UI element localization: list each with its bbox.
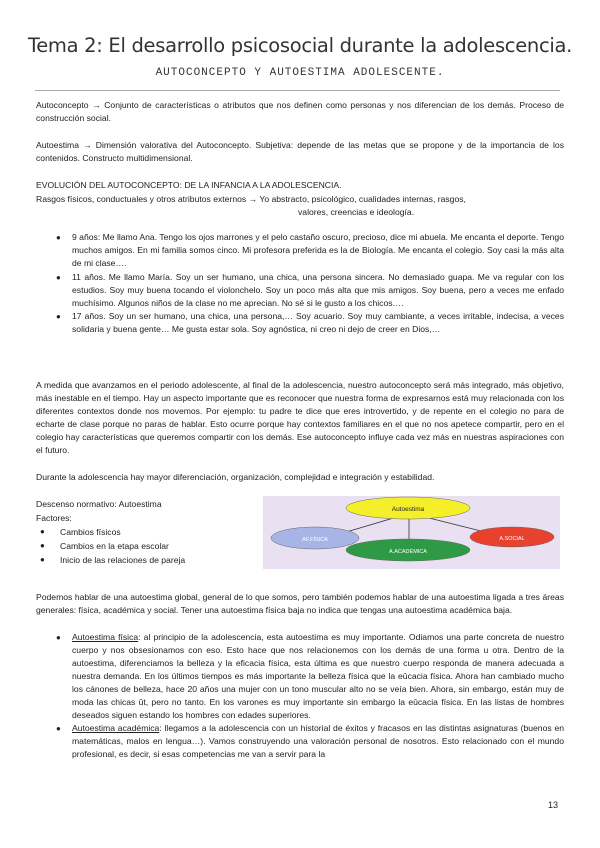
rasgos-line-2: valores, creencias e ideología. xyxy=(298,207,415,217)
medida-paragraph: A medida que avanzamos en el periodo adolescente, al final de la adolescencia, nuestro autoconcepto será más integrado, más objetivo, más inestable en el tiempo. Hay un aspecto importante que es reconocer que nuestra forma de expresarnos está muy relacionada con los diferentes contextos donde nos movemos. Por ejemplo: tu padre te dice que eres introvertido, y de repente en el colegio no para de echarte de clase porque no paras de hablar. Esto ocurre porque hay contextos familiares en el que no nos apetece compartir, pero en el colegio hay características que queremos compartir con los demás. Ese autoconcepto influye cada vez más en nuestras aspiraciones con el futuro. xyxy=(36,380,564,455)
rasgos-line-1: Rasgos físicos, conductuales y otros atributos externos → Yo abstracto, psicológico, cualidades internas, rasgos, xyxy=(36,194,466,204)
bullet-icon: ● xyxy=(56,233,61,242)
list-item: ● 11 años. Me llamo María. Soy un ser humano, una chica, una persona sincera. No demasiado guapa. Me va regular con los estudios. Soy muy buena tocando el violonchelo. Soy un poco más alta que mis amigos. Soy buena, pero a veces me enfado muchísimo. Algunos niños de la clase no me aprecian. No sé si le gusto a los chicos…. xyxy=(56,271,564,309)
descenso-label: Descenso normativo: Autoestima xyxy=(36,499,162,509)
autoestima-definition: Autoestima → Dimensión valorativa del Autoconcepto. Subjetiva: depende de las metas que se propone y de la importancia de los contenidos. Constructo multidimensional. xyxy=(36,140,564,163)
factores-label: Factores: xyxy=(36,513,72,523)
bullet-icon: ● xyxy=(56,312,61,322)
age-examples-list xyxy=(50,231,564,337)
list-item: ● Autoestima académica: llegamos a la adolescencia con un historial de éxitos y fracasos en las distintas asignaturas (buenos en matemáticas, malos en lengua…). Vamos construyendo una valoración personal de nosotros. Esto relacionado con el mundo profesional, es decir, si esas competencias me van a servir para la xyxy=(56,723,564,759)
bullet-icon: ● xyxy=(40,527,45,536)
list-item: ● 9 años: Me llamo Ana. Tengo los ojos marrones y el pelo castaño oscuro, precioso, dice mi abuela. Me encanta el deporte. Tengo muchos amigos. En mi familia somos cinco. Mi profesora preferida es la de Biología. Me encanta el colegio. Soy casi la más alta de mi clase…. xyxy=(56,232,564,269)
durante-paragraph: Durante la adolescencia hay mayor diferenciación, organización, complejidad e integración y estabilidad. xyxy=(36,472,435,482)
list-item: ● Cambios físicos xyxy=(40,527,121,537)
list-item: ● 17 años. Soy un ser humano, una chica, una persona,… Soy acuario. Soy muy cambiante, a veces irritable, indecisa, a veces solidaria y buena gente… Me gusta estar sola. Soy agnóstica, ni creo ni dejo de creer en Dios,… xyxy=(56,311,564,335)
academica-term: Autoestima académica xyxy=(72,723,160,733)
list-item: ● Autoestima física: al principio de la adolescencia, esta autoestima es muy importante. Odiamos una parte concreta de nuestro cuerpo y nos obsesionamos con eso. Esto hace que nos relacionemos con los demás de una forma u otra. Dentro de la autoestima, diferenciamos la belleza y la eficacia física, esta última es que nuestro cuerpo responda de manera adecuada a nuestra demanda. En los últimos tiempos es más importante la belleza física que la eûcacia física. Ahora han cambiado mucho los cánones de belleza, hace 20 años una mujer con un tono muscular alto no se veía bien. Ahora, sin embargo, están muy de moda las chicas ût, pero no tanto. En los varones es muy importante sin embargo la eûcacia física. En las listas de hombres deseados siguen estando los hombres con edades superiores. xyxy=(56,632,564,720)
autoconcepto-definition: Autoconcepto → Conjunto de características o atributos que nos definen como personas y nos diferencian de los demás. Proceso de construcción social. xyxy=(36,100,564,123)
social-node-label: A.SOCIAL xyxy=(499,536,525,542)
autoestima-diagram xyxy=(263,496,560,569)
factores-block xyxy=(36,497,256,567)
fisica-node-label: AF.FÍSICA xyxy=(302,537,328,543)
evolucion-heading: EVOLUCIÓN DEL AUTOCONCEPTO: DE LA INFANCIA A LA ADOLESCENCIA. xyxy=(36,180,342,190)
bullet-icon: ● xyxy=(56,724,61,733)
bullet-icon: ● xyxy=(56,633,61,642)
page-number: 13 xyxy=(548,800,559,810)
list-item: ● Cambios en la etapa escolar xyxy=(40,541,169,551)
list-item: ● Inicio de las relaciones de pareja xyxy=(40,555,186,565)
page-title: Tema 2: El desarrollo psicosocial durante la adolescencia. xyxy=(27,34,573,57)
autoestima-node-label: Autoestima xyxy=(391,506,425,513)
title-divider xyxy=(35,90,560,91)
global-paragraph: Podemos hablar de una autoestima global, general de lo que somos, pero también podemos hablar de una autoestima ligada a tres áreas generales: física, académica y social. Tener una autoestima física baja no indica que tengas una autoestima académica baja. xyxy=(36,592,564,615)
diagram-svg xyxy=(263,496,560,569)
page-subtitle: AUTOCONCEPTO Y AUTOESTIMA ADOLESCENTE. xyxy=(155,67,445,79)
areas-list xyxy=(50,631,564,761)
bullet-icon: ● xyxy=(40,555,45,564)
bullet-icon: ● xyxy=(56,272,61,282)
factores-list xyxy=(36,525,256,567)
fisica-term: Autoestima física xyxy=(72,632,139,642)
bullet-icon: ● xyxy=(40,541,45,550)
academica-node-label: A.ACADÉMICA xyxy=(389,549,427,555)
